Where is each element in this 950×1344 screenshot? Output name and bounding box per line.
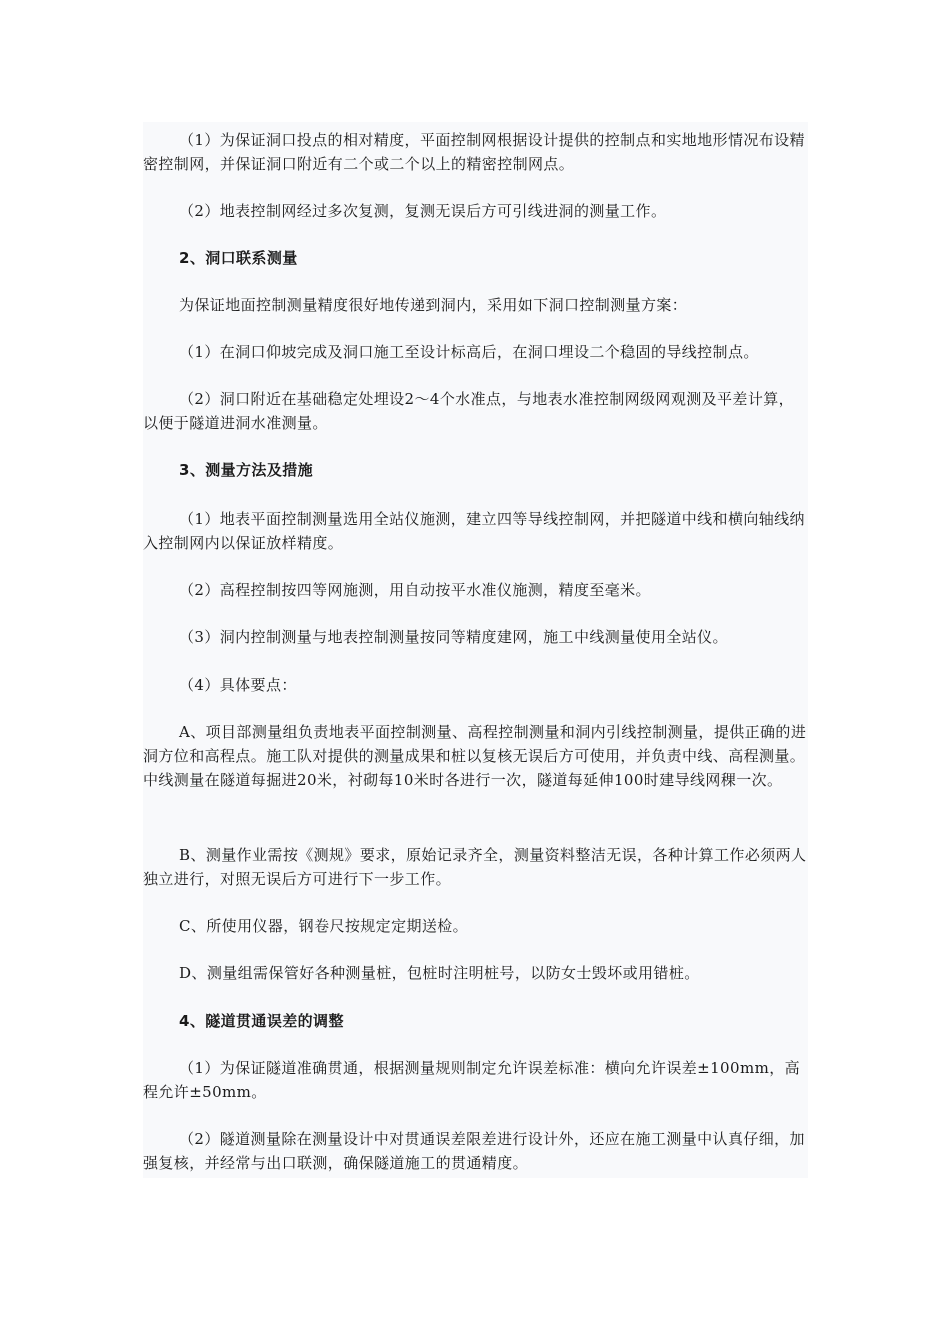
paragraph-9: （4）具体要点： — [179, 676, 297, 694]
paragraph-1: （1）为保证洞口投点的相对精度，平面控制网根据设计提供的控制点和实地地形情况布设精密控制网，并保证洞口附近有二个或二个以上的精密控制网点。 — [143, 131, 805, 173]
section-heading-3: 3、测量方法及措施 — [179, 461, 314, 479]
paragraph-5: （2）洞口附近在基础稳定处埋设2～4个水准点，与地表水准控制网级网观测及平差计算，以便于隧道进洞水准测量。 — [143, 390, 795, 432]
paragraph-12: C、所使用仪器，钢卷尺按规定定期送检。 — [179, 917, 469, 935]
paragraph-8: （3）洞内控制测量与地表控制测量按同等精度建网，施工中线测量使用全站仪。 — [179, 628, 728, 646]
paragraph-14: （1）为保证隧道准确贯通，根据测量规则制定允许误差标准：横向允许误差±100mm，高程允许±50mm。 — [143, 1059, 800, 1101]
paragraph-11: B、测量作业需按《测规》要求，原始记录齐全，测量资料整洁无误，各种计算工作必须两人独立进行，对照无误后方可进行下一步工作。 — [143, 846, 807, 888]
section-heading-4: 4、隧道贯通误差的调整 — [179, 1012, 344, 1030]
paragraph-3: 为保证地面控制测量精度很好地传递到洞内，采用如下洞口控制测量方案： — [179, 296, 688, 314]
section-heading-2: 2、洞口联系测量 — [179, 249, 298, 267]
paragraph-15: （2）隧道测量除在测量设计中对贯通误差限差进行设计外，还应在施工测量中认真仔细，加强复核，并经常与出口联测，确保隧道施工的贯通精度。 — [143, 1130, 805, 1172]
paragraph-10: A、项目部测量组负责地表平面控制测量、高程控制测量和洞内引线控制测量，提供正确的进洞方位和高程点。施工队对提供的测量成果和桩以复核无误后方可使用，并负责中线、高程测量。中线测量在隧道每掘进20米，衬砌每10米时各进行一次，隧道每延伸100时建导线网稞一次。 — [143, 723, 807, 789]
paragraph-7: （2）高程控制按四等网施测，用自动按平水准仪施测，精度至毫米。 — [179, 581, 651, 599]
paragraph-13: D、测量组需保管好各种测量桩，包桩时注明桩号，以防女士毁坏或用错桩。 — [179, 964, 700, 982]
paragraph-6: （1）地表平面控制测量选用全站仪施测，建立四等导线控制网，并把隧道中线和横向轴线纳入控制网内以保证放样精度。 — [143, 510, 805, 552]
paragraph-4: （1）在洞口仰坡完成及洞口施工至设计标高后，在洞口埋设二个稳固的导线控制点。 — [179, 343, 759, 361]
paragraph-2: （2）地表控制网经过多次复测，复测无误后方可引线进洞的测量工作。 — [179, 202, 667, 220]
